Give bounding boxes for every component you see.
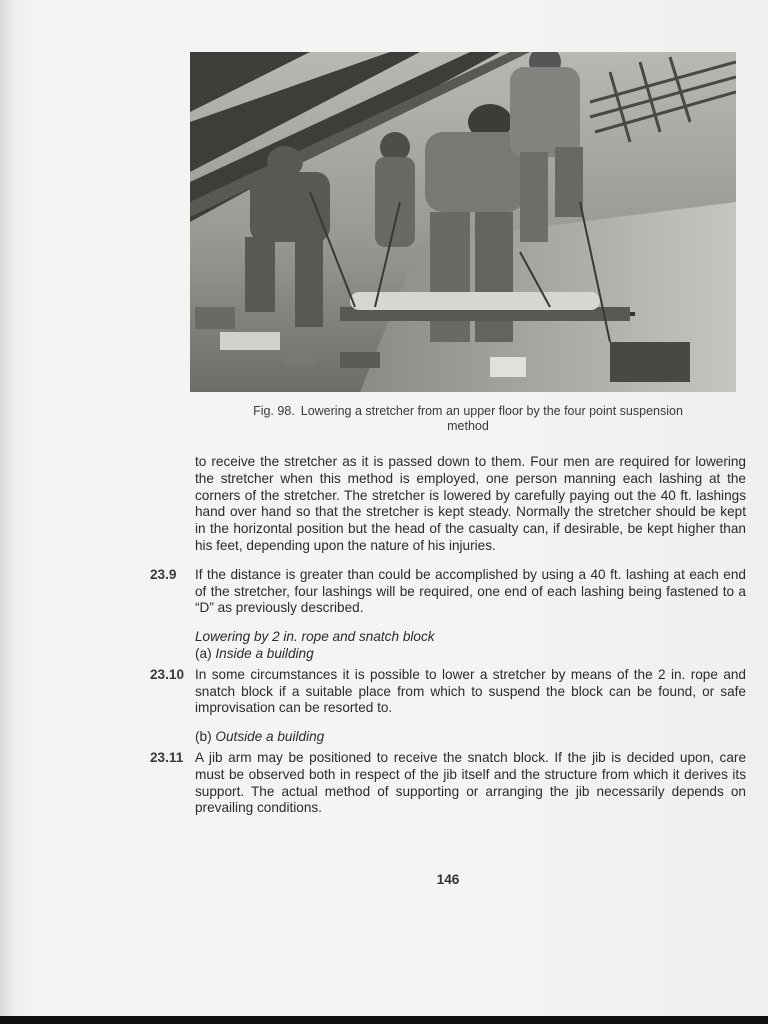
paragraph-number: 23.10 [150,666,185,682]
paragraph-23-9 [150,567,746,617]
subsection-title: Inside a building [215,645,314,661]
caption-line-2: method [447,419,489,433]
subsection-label: (b) [195,729,212,745]
figure-label: Fig. 98. [253,404,295,418]
figure-photo [190,52,736,392]
paragraph-text: A jib arm may be positioned to receive the snatch block. If the jib is decided upon, care must be observed both in respect of the jib itself and the structure from which it derives its support. The actual method of supporting or arranging the jib necessarily depends on prevailing conditions. [195,749,746,816]
subsection-heading-a [150,646,746,663]
paragraph-continued [150,454,746,555]
scan-bottom-edge [0,1016,768,1024]
paragraph-text: to receive the stretcher as it is passed down to them. Four men are required for lowering the stretcher when this method is employed, one person manning each lashing at the corners of the stretcher. The stretcher is lowered by carefully paying out the 40 ft. lashings hand over hand so that the stretcher is kept steady. Normally the stretcher should be kept in the horizontal position but the head of the casualty can, if desirable, be kept higher than his feet, depending upon the nature of his injuries. [195,454,746,553]
figure-caption [190,404,746,434]
subsection-title: Outside a building [215,729,325,745]
paragraph-text: If the distance is greater than could be accomplished by using a 40 ft. lashing at each end of the stretcher, four lashings will be required, one end of each lashing being fastened to a “D” as previously described. [195,566,746,616]
paragraph-23-10 [150,667,746,717]
caption-line-1 [190,404,746,419]
page-number: 146 [436,872,460,887]
caption-text: Lowering a stretcher from an upper floor by the four point suspension [300,404,683,418]
paragraph-23-11 [150,750,746,817]
subsection-label: (a) [195,645,212,661]
paragraph-number: 23.11 [150,749,184,765]
stretcher-lowering-photo [190,52,736,392]
body-text [150,454,746,829]
section-heading: Lowering by 2 in. rope and snatch block [195,629,435,645]
page-gutter-shadow [0,0,14,1016]
paragraph-number: 23.9 [150,566,177,582]
subsection-heading-b [150,729,746,746]
paragraph-text: In some circumstances it is possible to lower a stretcher by means of the 2 in. rope and snatch block if a suitable place from which to suspend the block can be found, or safe improvisation can be resorted to. [195,666,746,716]
